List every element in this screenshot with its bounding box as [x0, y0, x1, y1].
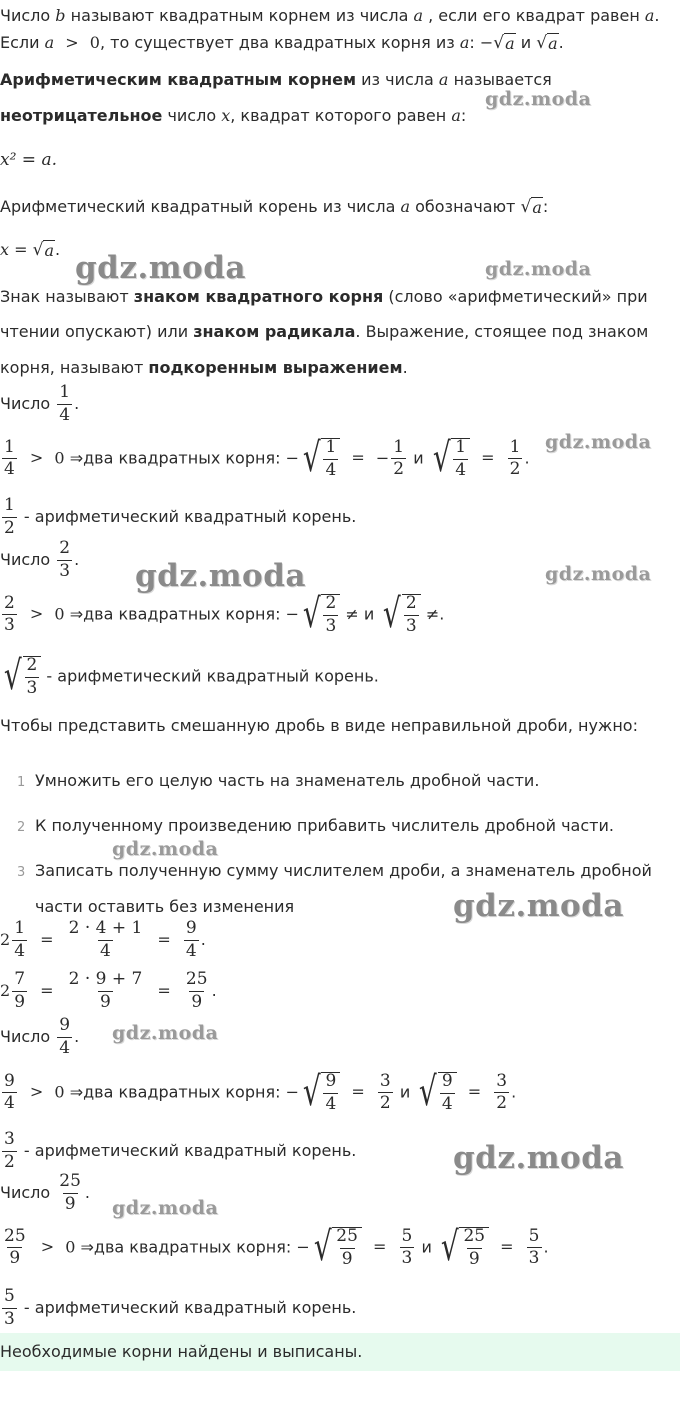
mixed-intro: Чтобы представить смешанную дробь в виде неправильной дроби, нужно: [0, 716, 638, 735]
sign-line-1 [0, 287, 648, 306]
case1-arith [0, 497, 356, 538]
text: Арифметический квадратный корень из числа [0, 197, 396, 216]
text: обозначают [415, 197, 516, 216]
sqrt-symbol: √ a [32, 240, 54, 260]
text: Число [0, 1026, 51, 1046]
sqrt-symbol: √ $\frac{2}{3}$ [379, 594, 420, 636]
eq-sign: = [157, 980, 171, 1000]
fraction: $\frac{1}{4}$ [4, 436, 15, 480]
text: чтении опускают) или [0, 322, 189, 341]
formula-text: x = [0, 240, 28, 259]
text: Число [0, 6, 51, 25]
case2-roots: $\frac{2}{3}$ > 0 ⇒два квадратных корня: − √ $\frac{2}{3}$ ≠ и √ $\frac{2}{3}$ ≠. [4, 591, 445, 637]
fraction: $\frac{1}{2}$ [4, 495, 15, 538]
mixed-example-1: 2 $\frac{1}{4}$ = $\frac{2 \cdot 4 + 1}{4}$ = $\frac{9}{4}$ . [0, 918, 206, 961]
intro-line-1 [0, 6, 660, 25]
eq-sign: = [481, 448, 495, 468]
case4-arith [0, 1288, 356, 1329]
fraction: $\frac{25}{9}$ [59, 1171, 81, 1214]
text: : [542, 197, 549, 216]
text: : [469, 33, 475, 52]
sqrt-symbol: √ $\frac{1}{4}$ [299, 438, 340, 480]
sign-line-2 [0, 322, 648, 341]
minus-sign: − [285, 1082, 299, 1102]
text: два квадратных корня: [83, 604, 281, 624]
fraction: $\frac{2}{3}$ [59, 538, 71, 581]
bold-term: знаком квадратного корня [133, 287, 384, 306]
case2-number: Число $\frac{2}{3}$ . [0, 538, 80, 581]
text: называют квадратным корнем из числа [70, 6, 409, 25]
zero: 0 [89, 33, 100, 52]
gt-sign: > [65, 33, 79, 52]
minus-sign: − [285, 448, 299, 468]
implies-arrow: ⇒ [69, 1082, 84, 1102]
bold-term: знаком радикала [193, 322, 356, 341]
text: , если его квадрат равен [428, 6, 640, 25]
text: - арифметический квадратный корень. [23, 1297, 357, 1317]
text: Число [0, 1182, 51, 1202]
fraction: $\frac{5}{3}$ [528, 1225, 540, 1269]
fraction: $\frac{25}{9}$ [4, 1225, 26, 1269]
sqrt-symbol: √ $\frac{2}{3}$ [299, 594, 340, 636]
whole-part: 2 [0, 980, 11, 1000]
eq-sign: = [351, 1082, 365, 1102]
implies-arrow: ⇒ [80, 1237, 94, 1257]
neq-sign: ≠ [345, 604, 359, 624]
text: - арифметический квадратный корень. [23, 1140, 357, 1160]
formula-x-squared: x² = a. [0, 150, 57, 170]
fraction: $\frac{1}{2}$ [509, 436, 521, 480]
watermark: gdz.moda [485, 258, 592, 280]
list-text: Умножить его целую часть на знаменатель дробной части. [35, 771, 540, 790]
case2-arith [0, 653, 379, 699]
bold-term: Арифметическим квадратным корнем [0, 70, 357, 89]
fraction: $\frac{5}{3}$ [4, 1286, 15, 1329]
sign-line-3 [0, 358, 408, 377]
list-index: 2 [17, 820, 26, 835]
sqrt-symbol: √ $\frac{2}{3}$ [0, 656, 41, 698]
list-item-continued: части оставить без изменения [35, 897, 295, 916]
list-text: Записать полученную сумму числителем дроби, а знаменатель дробной [35, 861, 652, 880]
fraction: $\frac{9}{4}$ [59, 1015, 71, 1058]
var-a: a [451, 106, 461, 125]
text: : [460, 106, 467, 125]
intro-line-2 [0, 33, 564, 53]
text: Если [0, 33, 40, 52]
zero: 0 [65, 1237, 76, 1257]
var-a: a [438, 70, 449, 89]
fraction: $\frac{2 \cdot 4 + 1}{4}$ [68, 918, 143, 961]
gt-sign: > [29, 1082, 44, 1102]
watermark: gdz.moda [135, 558, 306, 594]
fraction: $\frac{25}{9}$ [185, 969, 208, 1012]
text: Число [0, 549, 51, 569]
text: число [167, 106, 217, 125]
conclusion-banner: Необходимые корни найдены и выписаны. [0, 1333, 680, 1371]
list-index: 3 [17, 865, 26, 880]
implies-arrow: ⇒ [69, 448, 84, 468]
gt-sign: > [29, 448, 44, 468]
text: . Выражение, стоящее под знаком [355, 322, 649, 341]
case4-number: Число $\frac{25}{9}$ . [0, 1171, 91, 1214]
whole-part: 2 [0, 929, 11, 949]
text: корня, называют [0, 358, 144, 377]
text: Число [0, 393, 51, 413]
fraction: $\frac{1}{4}$ [59, 382, 71, 425]
text: , квадрат которого равен [230, 106, 447, 125]
bold-term: подкоренным выражением [148, 358, 403, 377]
text: и [399, 1082, 411, 1102]
eq-sign: = [40, 929, 54, 949]
implies-arrow: ⇒ [69, 604, 84, 624]
sqrt-symbol: √ a [493, 33, 515, 53]
text: Знак называют [0, 287, 129, 306]
minus-sign: − [296, 1237, 310, 1257]
list-item [17, 816, 614, 835]
watermark: gdz.moda [75, 250, 246, 286]
sqrt-symbol: √ $\frac{25}{9}$ [437, 1227, 489, 1269]
fraction: $\frac{2}{3}$ [4, 592, 15, 636]
var-a: a [413, 6, 424, 25]
text: - арифметический квадратный корень. [23, 506, 357, 526]
eq-sign: = [500, 1237, 514, 1257]
var-a: a [644, 6, 655, 25]
zero: 0 [54, 1082, 65, 1102]
minus-sign: − [375, 448, 390, 468]
minus-sign: − [285, 604, 299, 624]
watermark: gdz.moda [112, 1197, 219, 1219]
eq-sign: = [373, 1237, 387, 1257]
eq-sign: = [157, 929, 171, 949]
sqrt-symbol: √ a [520, 197, 542, 217]
text: . [654, 6, 660, 25]
list-item [17, 771, 539, 790]
fraction: $\frac{3}{2}$ [379, 1070, 391, 1114]
text: два квадратных корня: [83, 448, 281, 468]
sqrt-symbol: √ $\frac{1}{4}$ [429, 438, 470, 480]
notation-line [0, 197, 548, 217]
var-a: a [459, 33, 470, 52]
watermark: gdz.moda [453, 888, 624, 924]
text: два квадратных корня: [93, 1237, 292, 1257]
list-text: К полученному произведению прибавить числитель дробной части. [35, 816, 614, 835]
sqrt-symbol: √ $\frac{25}{9}$ [310, 1227, 362, 1269]
text: из числа [361, 70, 434, 89]
definition-line-1 [0, 70, 552, 89]
text: и [520, 33, 532, 52]
minus-sign: − [479, 33, 494, 52]
bold-term: неотрицательное [0, 106, 163, 125]
fraction: $\frac{1}{4}$ [14, 918, 26, 961]
watermark: gdz.moda [112, 1022, 219, 1044]
text: и [421, 1237, 432, 1257]
case4-roots: $\frac{25}{9}$ > 0 ⇒два квадратных корня: − √ $\frac{25}{9}$ = $\frac{5}{3}$ и √ $\frac{25}{9}$ = $\frac{5}{3}$ . [4, 1224, 549, 1270]
watermark: gdz.moda [485, 88, 592, 110]
fraction: $\frac{1}{2}$ [393, 436, 405, 480]
fraction: $\frac{2 \cdot 9 + 7}{9}$ [68, 969, 143, 1012]
fraction: $\frac{9}{4}$ [4, 1070, 15, 1114]
sqrt-symbol: √ $\frac{9}{4}$ [415, 1072, 456, 1114]
var-b: b [55, 6, 66, 25]
gt-sign: > [40, 1237, 55, 1257]
watermark: gdz.moda [453, 1140, 624, 1176]
watermark: gdz.moda [545, 431, 652, 453]
zero: 0 [54, 604, 65, 624]
case3-arith [0, 1131, 356, 1172]
text: . [55, 240, 61, 259]
text: два квадратных корня: [83, 1082, 281, 1102]
fraction: $\frac{5}{3}$ [401, 1225, 413, 1269]
sqrt-symbol: √ a [536, 33, 558, 53]
var-a: a [400, 197, 411, 216]
eq-sign: = [467, 1082, 482, 1102]
text: (слово «арифметический» при [388, 287, 648, 306]
case1-number: Число $\frac{1}{4}$ . [0, 382, 80, 425]
list-index: 1 [17, 775, 26, 790]
formula-x-sqrt [0, 240, 60, 260]
list-item [17, 861, 652, 880]
sqrt-symbol: √ $\frac{9}{4}$ [299, 1072, 340, 1114]
text: , то существует два квадратных корня из [99, 33, 455, 52]
eq-sign: = [351, 448, 365, 468]
fraction: $\frac{3}{2}$ [4, 1129, 15, 1172]
fraction: $\frac{9}{4}$ [185, 918, 197, 961]
var-x: x [221, 106, 231, 125]
fraction: $\frac{3}{2}$ [496, 1070, 508, 1114]
eq-sign: = [40, 980, 54, 1000]
text: - арифметический квадратный корень. [46, 666, 379, 686]
text: называется [453, 70, 552, 89]
zero: 0 [54, 448, 65, 468]
watermark: gdz.moda [545, 563, 652, 585]
mixed-example-2: 2 $\frac{7}{9}$ = $\frac{2 \cdot 9 + 7}{9}$ = $\frac{25}{9}$ . [0, 969, 217, 1012]
definition-line-2 [0, 106, 466, 125]
text: и [363, 604, 375, 624]
case3-number: Число $\frac{9}{4}$ . [0, 1015, 80, 1058]
text: . [558, 33, 564, 52]
text: и [413, 448, 424, 468]
case3-roots: $\frac{9}{4}$ > 0 ⇒два квадратных корня: − √ $\frac{9}{4}$ = $\frac{3}{2}$ и √ $\frac{9}{4}$ = $\frac{3}{2}$ . [4, 1069, 517, 1115]
watermark: gdz.moda [112, 838, 219, 860]
var-a: a [44, 33, 55, 52]
gt-sign: > [29, 604, 44, 624]
text: . [402, 358, 408, 377]
case1-roots: $\frac{1}{4}$ > 0 ⇒два квадратных корня: − √ $\frac{1}{4}$ = − $\frac{1}{2}$ и √ $\frac{1}{4}$ = $\frac{1}{2}$ . [4, 435, 530, 481]
fraction: $\frac{7}{9}$ [14, 969, 26, 1012]
neq-sign: ≠ [425, 604, 440, 624]
